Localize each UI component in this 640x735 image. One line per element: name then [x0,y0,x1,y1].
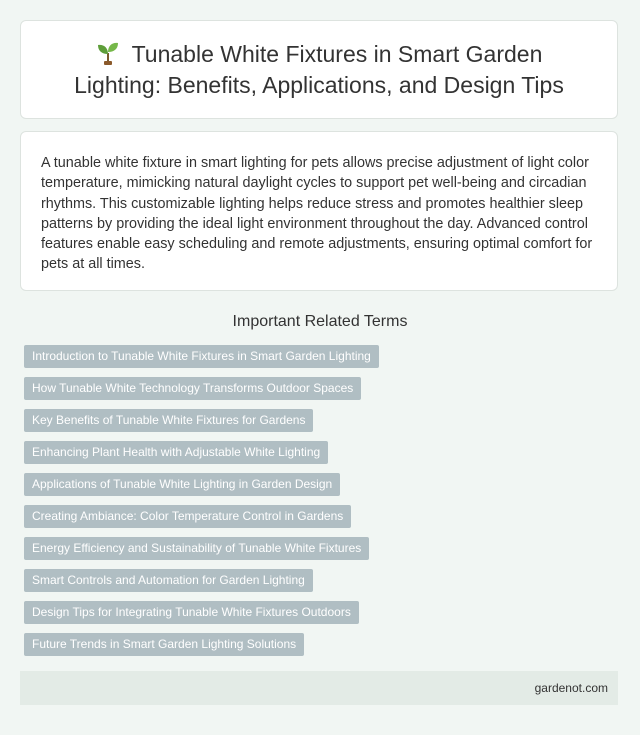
summary-text: A tunable white fixture in smart lighting for pets allows precise adjustment of light color temperature, mimicking natural daylight cycles to support pet well-being and circadian rhythms. This customizable lighting helps reduce stress and promotes healthier sleep patterns by providing the ideal light environment throughout the day. Advanced control features enable easy scheduling and remote adjustments, ensuring optimal comfort for pets at all times. [41,155,593,273]
term-chip[interactable]: Future Trends in Smart Garden Lighting Solutions [24,633,304,656]
list-item [24,601,379,633]
term-chip[interactable]: Smart Controls and Automation for Garden Lighting [24,569,313,592]
title-card [20,20,618,119]
page-title [49,39,589,101]
footer-bar [20,671,618,705]
footer-site-link[interactable]: gardenot.com [534,681,608,695]
sprout-icon [96,40,120,66]
page-title-text: Tunable White Fixtures in Smart Garden Lighting: Benefits, Applications, and Design Tips [74,40,564,98]
term-chip[interactable]: Applications of Tunable White Lighting in Garden Design [24,473,340,496]
term-chip[interactable]: Energy Efficiency and Sustainability of Tunable White Fixtures [24,537,369,560]
related-terms-heading: Important Related Terms [232,313,408,330]
term-chip[interactable]: Design Tips for Integrating Tunable White Fixtures Outdoors [24,601,359,624]
list-item [24,441,379,473]
list-item [24,409,379,441]
related-terms-list [24,345,379,665]
list-item [24,505,379,537]
term-chip[interactable]: How Tunable White Technology Transforms Outdoor Spaces [24,377,361,400]
term-chip[interactable]: Enhancing Plant Health with Adjustable White Lighting [24,441,328,464]
list-item [24,345,379,377]
list-item [24,473,379,505]
list-item [24,377,379,409]
term-chip[interactable]: Key Benefits of Tunable White Fixtures for Gardens [24,409,313,432]
list-item [24,569,379,601]
term-chip[interactable]: Creating Ambiance: Color Temperature Control in Gardens [24,505,351,528]
summary-card [20,131,618,291]
list-item [24,537,379,569]
term-chip[interactable]: Introduction to Tunable White Fixtures in Smart Garden Lighting [24,345,379,368]
list-item [24,633,379,665]
